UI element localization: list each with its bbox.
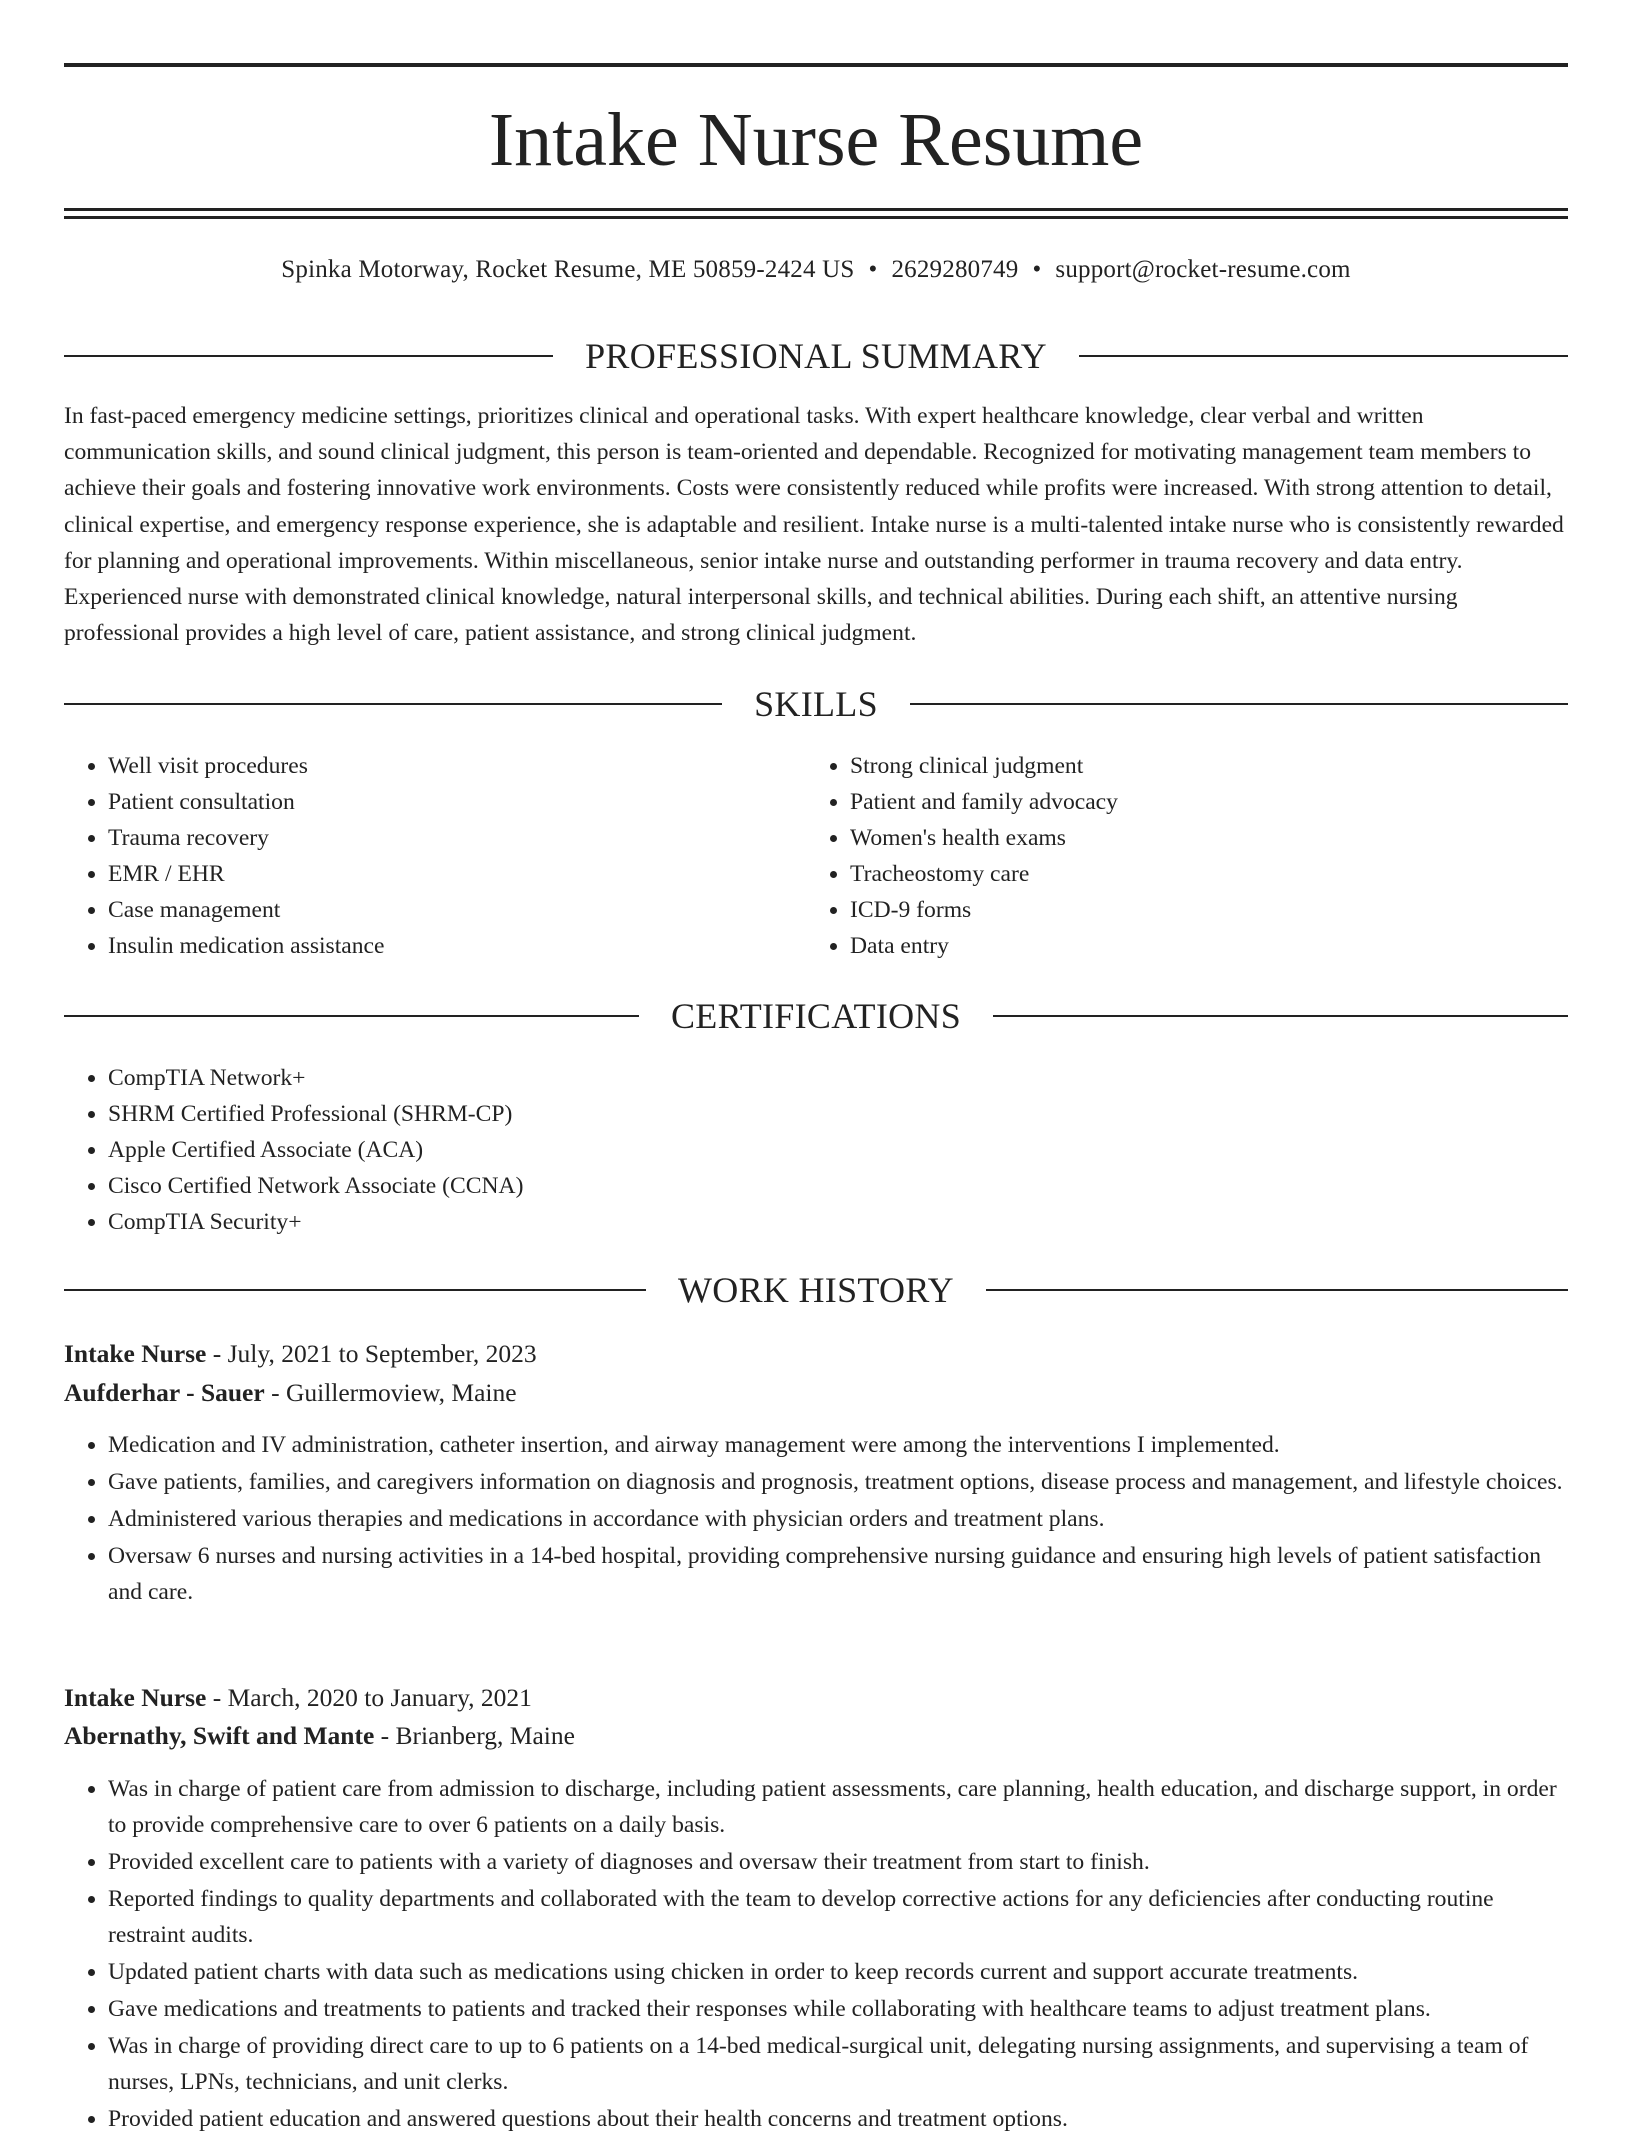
job-duty-item: • Gave patients, families, and caregivers information on diagnosis and prognosis, treatment options, disease process and management, and lifestyle choices.	[108, 1464, 1568, 1500]
job-title: Intake Nurse	[64, 1339, 207, 1368]
skill-item: • Case management	[108, 892, 764, 928]
skill-item: • Tracheostomy care	[850, 856, 1546, 892]
job-duties	[64, 1771, 1568, 2138]
summary-text: In fast-paced emergency medicine settings, prioritizes clinical and operational tasks. With expert healthcare knowledge, clear verbal and written communication skills, and sound clinical judgment, this person is team-oriented and dependable. Recognized for motivating management team members to achieve their goals and fostering innovative work environments. Costs were consistently reduced while profits were increased. With strong attention to detail, clinical expertise, and emergency response experience, she is adaptable and resilient. Intake nurse is a multi-talented intake nurse who is consistently rewarded for planning and operational improvements. Within miscellaneous, senior intake nurse and outstanding performer in trauma recovery and data entry. Experienced nurse with demonstrated clinical knowledge, natural interpersonal skills, and technical abilities. During each shift, an attentive nursing professional provides a high level of care, patient assistance, and strong clinical judgment.	[64, 403, 1564, 647]
skills-list-right	[806, 748, 1546, 964]
certification-item: • CompTIA Security+	[108, 1204, 1064, 1240]
job-duty-item: • Provided excellent care to patients with a variety of diagnoses and oversaw their treatment from start to finish.	[108, 1844, 1568, 1880]
job-dates: - March, 2020 to January, 2021	[206, 1683, 532, 1712]
job-duty-item: • Oversaw 6 nurses and nursing activities in a 14-bed hospital, providing comprehensive nursing guidance and ensuring high levels of patient satisfaction and care.	[108, 1538, 1568, 1610]
job-duty-item: • Was in charge of providing direct care to up to 6 patients on a 14-bed medical-surgical unit, delegating nursing assignments, and supervising a team of nurses, LPNs, technicians, and unit clerks.	[108, 2028, 1568, 2100]
contact-separator: •	[1032, 256, 1042, 283]
skill-item: • Trauma recovery	[108, 820, 764, 856]
certifications-heading-label: CERTIFICATIONS	[670, 996, 962, 1036]
page-title: Intake Nurse Resume	[488, 98, 1144, 182]
summary-heading	[64, 334, 1568, 378]
skills-heading-label: SKILLS	[754, 684, 878, 724]
contact-email[interactable]: support@rocket-resume.com	[1055, 256, 1351, 283]
certification-item: • SHRM Certified Professional (SHRM-CP)	[108, 1096, 1064, 1132]
top-rule	[64, 63, 1568, 67]
skills-heading	[64, 682, 1568, 726]
skill-item: • Insulin medication assistance	[108, 928, 764, 964]
job-duty-item: • Provided patient education and answered questions about their health concerns and treatment options.	[108, 2101, 1568, 2137]
certification-item: • CompTIA Network+	[108, 1060, 1064, 1096]
job-duty-item: • Was in charge of patient care from admission to discharge, including patient assessments, care planning, health education, and discharge support, in order to provide comprehensive care to over 6 patients on a daily basis.	[108, 1771, 1568, 1843]
certifications-heading	[64, 994, 1568, 1038]
job-title-line	[64, 1680, 1568, 1716]
certifications-block	[64, 1060, 1064, 1240]
skill-item: • Women's health exams	[850, 820, 1546, 856]
heading-rule-right	[986, 1289, 1568, 1291]
job-duty-item: • Gave medications and treatments to patients and tracked their responses while collaborating with healthcare teams to adjust treatment plans.	[108, 1991, 1568, 2027]
heading-rule-left	[64, 1015, 639, 1017]
contact-separator: •	[868, 256, 878, 283]
job-location: - Guillermoview, Maine	[264, 1378, 517, 1407]
job-dates: - July, 2021 to September, 2023	[206, 1339, 537, 1368]
title-rule-upper	[64, 208, 1568, 211]
heading-rule-right	[910, 703, 1568, 705]
skill-item: • Patient and family advocacy	[850, 784, 1546, 820]
job-title: Intake Nurse	[64, 1683, 207, 1712]
summary-heading-label: PROFESSIONAL SUMMARY	[585, 336, 1047, 376]
job-employer: Aufderhar - Sauer	[64, 1378, 265, 1407]
heading-rule-right	[993, 1015, 1568, 1017]
job-duty-item: • Administered various therapies and medications in accordance with physician orders and treatment plans.	[108, 1501, 1568, 1537]
skill-item: • Well visit procedures	[108, 748, 764, 784]
skill-item: • EMR / EHR	[108, 856, 764, 892]
contact-address: Spinka Motorway, Rocket Resume, ME 50859-2424 US	[281, 256, 855, 283]
skills-column-right	[806, 748, 1546, 964]
heading-rule-right	[1079, 355, 1568, 357]
job-employer-line	[64, 1718, 1568, 1754]
skill-item: • Data entry	[850, 928, 1546, 964]
skill-item: • Patient consultation	[108, 784, 764, 820]
heading-rule-left	[64, 1289, 646, 1291]
job-duties	[64, 1427, 1568, 1611]
job-duties-list	[64, 1771, 1568, 2137]
job-duty-item: • Updated patient charts with data such as medications using chicken in order to keep records current and support accurate treatments.	[108, 1954, 1568, 1990]
job-employer: Abernathy, Swift and Mante	[64, 1721, 375, 1750]
job-duty-item: • Reported findings to quality departments and collaborated with the team to develop corrective actions for any deficiencies after conducting routine restraint audits.	[108, 1881, 1568, 1953]
certification-item: • Apple Certified Associate (ACA)	[108, 1132, 1064, 1168]
job-employer-line	[64, 1375, 1568, 1411]
title-rule-lower	[64, 216, 1568, 219]
job-location: - Brianberg, Maine	[374, 1721, 575, 1750]
job-duties-list	[64, 1427, 1568, 1610]
certifications-list	[64, 1060, 1064, 1240]
heading-rule-left	[64, 355, 553, 357]
job-title-line	[64, 1336, 1568, 1372]
contact-phone: 2629280749	[891, 256, 1019, 283]
job-duty-item: • Medication and IV administration, catheter insertion, and airway management were among the interventions I implemented.	[108, 1427, 1568, 1463]
work-history-heading-label: WORK HISTORY	[678, 1270, 954, 1310]
work-history-heading	[64, 1268, 1568, 1312]
skill-item: • ICD-9 forms	[850, 892, 1546, 928]
skills-list-left	[64, 748, 764, 964]
contact-line	[64, 254, 1568, 286]
certification-item: • Cisco Certified Network Associate (CCNA)	[108, 1168, 1064, 1204]
heading-rule-left	[64, 703, 722, 705]
skills-column-left	[64, 748, 764, 964]
skill-item: • Strong clinical judgment	[850, 748, 1546, 784]
